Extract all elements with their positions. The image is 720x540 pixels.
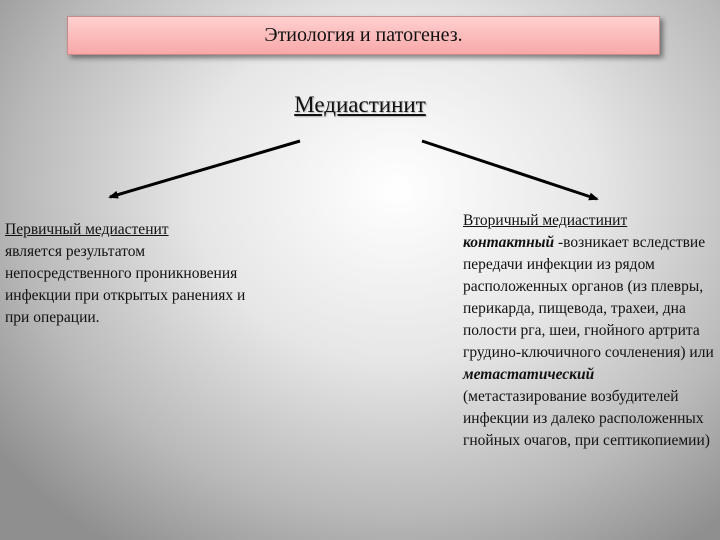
secondary-block xyxy=(463,210,718,452)
contact-text: -возникает вследствие передачи инфекции из рядом расположенных органов (из плевры, перикарда, пищевода, трахеи, дна полости рга, шеи, гнойного артрита грудино-ключичного сочленения) или xyxy=(463,234,714,361)
secondary-title: Вторичный медиастинит xyxy=(463,212,628,229)
metastatic-text: (метастазирование возбудителей инфекции из далеко расположенных гнойных очагов, при септикопиемии) xyxy=(463,388,710,449)
central-heading: Медиастинит xyxy=(294,92,426,117)
slide-title: Этиология и патогенез. xyxy=(264,24,463,46)
arrow-right xyxy=(422,141,597,199)
secondary-text xyxy=(463,232,718,452)
primary-block xyxy=(5,219,250,329)
primary-title: Первичный медиастенит xyxy=(5,221,169,238)
metastatic-term: метастатический xyxy=(463,366,595,383)
primary-text: является результатом непосредственного проникновения инфекции при открытых ранениях и при операции. xyxy=(5,243,246,326)
contact-term: контактный xyxy=(463,234,555,251)
arrow-left xyxy=(110,141,300,197)
